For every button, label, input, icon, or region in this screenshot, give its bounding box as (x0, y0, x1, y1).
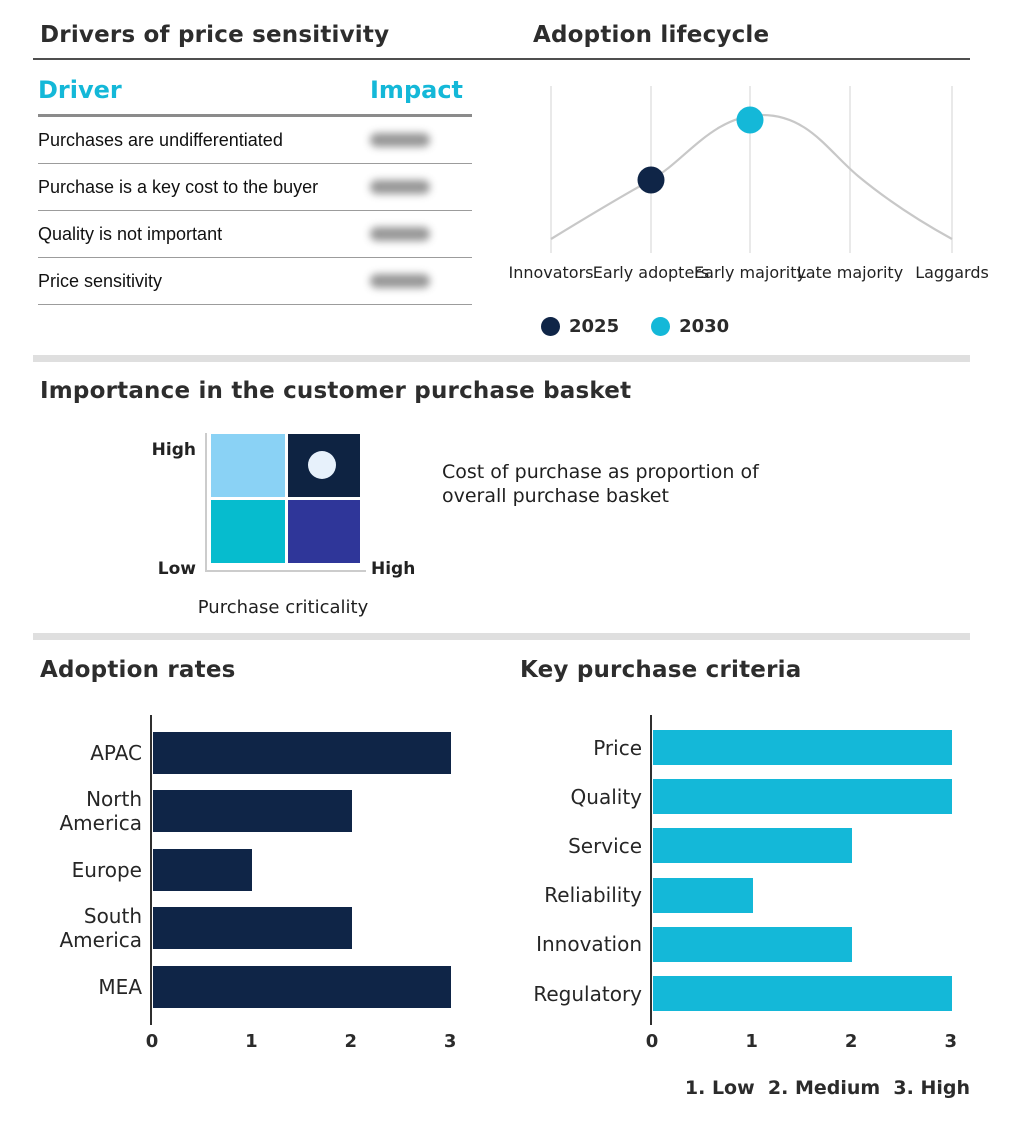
matrix-annotation (442, 461, 759, 509)
lifecycle-title: Adoption lifecycle (533, 22, 770, 48)
matrix-x-high-label: High (371, 559, 416, 579)
drivers-table (38, 66, 472, 305)
impact-column-header: Impact (370, 76, 464, 104)
legend-dot-icon (541, 317, 560, 336)
chart-y-axis (150, 715, 152, 1025)
matrix-x-axis-title: Purchase criticality (197, 597, 369, 618)
bar-label: Innovation (536, 932, 642, 957)
impact-cell (370, 227, 472, 241)
matrix-annotation-line1: Cost of purchase as proportion of (442, 461, 759, 483)
driver-cell: Quality is not important (38, 223, 223, 244)
impact-redacted-value (370, 227, 430, 241)
legend-item-2030 (651, 316, 729, 337)
matrix-y-low-label: Low (157, 559, 196, 579)
rating-scale-footnote: 1. Low 2. Medium 3. High (684, 1077, 970, 1099)
drivers-table-header (38, 66, 472, 117)
basket-title: Importance in the customer purchase basket (40, 378, 632, 404)
x-tick-label: 0 (645, 1031, 659, 1052)
lifecycle-data-points (638, 107, 764, 194)
matrix-x-axis-line (205, 570, 366, 572)
legend-dot-icon (651, 317, 670, 336)
section-divider (33, 633, 970, 640)
table-row (38, 164, 472, 211)
bar-mea (153, 966, 451, 1008)
impact-cell (370, 133, 472, 147)
table-row (38, 117, 472, 164)
driver-cell: Price sensitivity (38, 270, 163, 291)
bar-quality (653, 779, 952, 814)
bar-label: Europe (71, 857, 142, 882)
x-tick-label: 2 (344, 1031, 358, 1052)
lifecycle-point-2025 (638, 167, 665, 194)
purchase-basket-matrix (211, 434, 360, 563)
legend-label: 2025 (569, 316, 620, 337)
bar-label: North America (59, 787, 142, 836)
bar-europe (153, 849, 252, 891)
driver-cell: Purchases are undifferentiated (38, 129, 283, 150)
matrix-annotation-line2: overall purchase basket (442, 484, 669, 507)
lifecycle-category-label: Early adopters (592, 263, 710, 282)
impact-redacted-value (370, 274, 430, 288)
bar-north-america (153, 790, 352, 832)
driver-cell: Purchase is a key cost to the buyer (38, 176, 319, 197)
driver-column-header: Driver (38, 76, 122, 104)
bar-regulatory (653, 976, 952, 1011)
bar-label: Quality (570, 784, 642, 809)
bar-label: Reliability (544, 883, 642, 908)
matrix-y-axis-line (205, 433, 207, 572)
x-tick-label: 1 (245, 1031, 258, 1052)
adoption-rates-title: Adoption rates (40, 657, 236, 683)
lifecycle-category-label: Laggards (915, 263, 989, 282)
bar-apac (153, 732, 451, 774)
impact-cell (370, 274, 472, 288)
bar-label: South America (59, 904, 142, 953)
impact-redacted-value (370, 133, 430, 147)
chart-y-axis (650, 715, 652, 1025)
lifecycle-category-label: Early majority (694, 263, 806, 282)
section-divider (33, 355, 970, 362)
x-tick-label: 0 (145, 1031, 159, 1052)
bar-reliability (653, 878, 753, 913)
matrix-cell-top-right (288, 434, 360, 497)
adoption-curve (551, 115, 952, 239)
bar-south-america (153, 907, 352, 949)
impact-cell (370, 180, 472, 194)
legend-item-2025 (541, 316, 619, 337)
title-underline (33, 58, 970, 60)
lifecycle-point-2030 (737, 107, 764, 134)
x-tick-label: 1 (745, 1031, 758, 1052)
bar-price (653, 730, 952, 765)
matrix-cell-bottom-right (288, 500, 360, 563)
bar-label: Service (568, 833, 642, 858)
table-row (38, 211, 472, 258)
lifecycle-plot (525, 75, 995, 265)
x-tick-label: 3 (443, 1031, 457, 1052)
x-tick-label: 2 (844, 1031, 858, 1052)
impact-redacted-value (370, 180, 430, 194)
bar-label: Price (593, 735, 642, 760)
bar-innovation (653, 927, 852, 962)
bar-label: MEA (98, 974, 142, 999)
matrix-marker-dot (308, 451, 336, 479)
matrix-cell-bottom-left (211, 500, 285, 563)
bar-service (653, 828, 852, 863)
lifecycle-category-label: Innovators (508, 263, 594, 282)
lifecycle-legend (541, 316, 729, 337)
drivers-table-body (38, 117, 472, 305)
lifecycle-category-label: Late majority (796, 263, 904, 282)
table-row (38, 258, 472, 305)
x-tick-label: 3 (944, 1031, 958, 1052)
bar-label: APAC (90, 741, 142, 765)
key-purchase-criteria-title: Key purchase criteria (520, 657, 802, 683)
matrix-y-high-label: High (151, 440, 196, 460)
drivers-table-title: Drivers of price sensitivity (40, 22, 390, 48)
legend-label: 2030 (679, 316, 730, 337)
matrix-cell-top-left (211, 434, 285, 497)
bar-label: Regulatory (533, 981, 642, 1006)
